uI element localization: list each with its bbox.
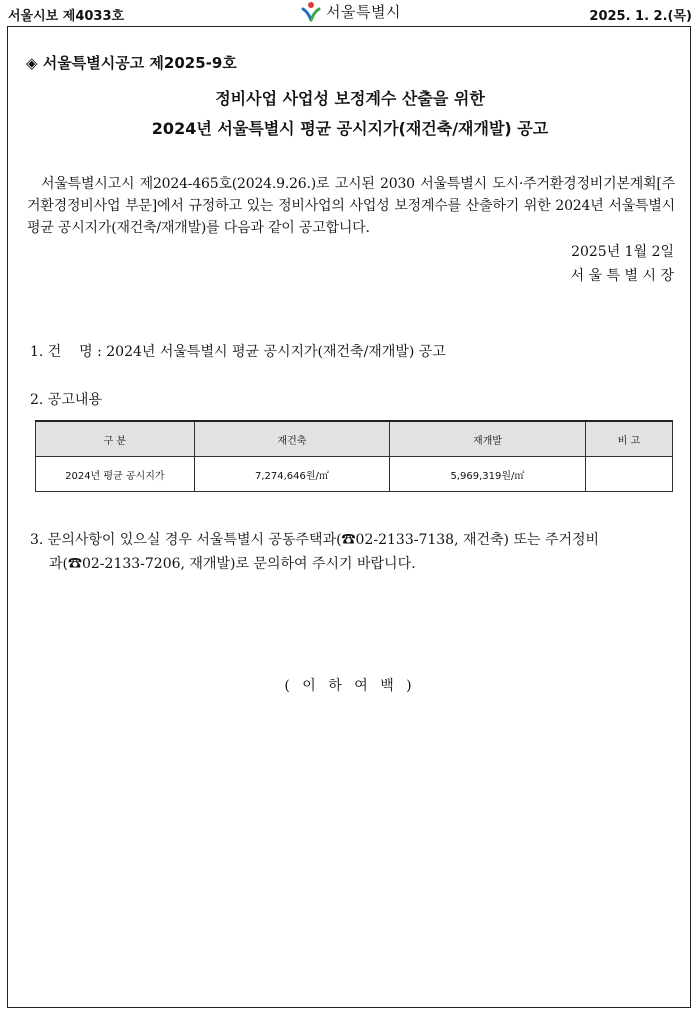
notice-date: 2025년 1월 2일 (571, 244, 674, 260)
item-inquiry-line1: 3. 문의사항이 있으실 경우 서울특별시 공동주택과(☎02-2133-7138, 재건축) 또는 주거정비 (30, 532, 600, 548)
bulletin-date: 2025. 1. 2.(목) (589, 9, 692, 24)
seoul-logo-icon (300, 0, 322, 22)
item-inquiry (30, 528, 675, 576)
item-subject: 1. 건 명 : 2024년 서울특별시 평균 공시지가(재건축/재개발) 공고 (30, 344, 446, 360)
table-header-cell: 비 고 (585, 421, 672, 457)
bulletin-number: 서울시보 제4033호 (8, 9, 125, 24)
item-content-heading: 2. 공고내용 (30, 392, 102, 408)
table-header-row (36, 421, 673, 457)
seoul-logo (300, 0, 401, 22)
logo-text: 서울특별시 (326, 2, 401, 21)
item-inquiry-line2: 과(☎02-2133-7206, 재개발)로 문의하여 주시기 바랍니다. (49, 556, 416, 572)
notice-number: ◈ 서울특별시공고 제2025-9호 (26, 54, 237, 72)
notice-title-line1: 정비사업 사업성 보정계수 산출을 위한 (215, 89, 485, 108)
table-header-cell: 재개발 (390, 421, 586, 457)
price-table (35, 420, 673, 492)
table-row (36, 457, 673, 492)
table-cell (585, 457, 672, 492)
closing-remark: ( 이 하 여 백 ) (284, 678, 416, 694)
notice-title-line2: 2024년 서울특별시 평균 공시지가(재건축/재개발) 공고 (151, 119, 549, 138)
notice-issuer: 서 울 특 별 시 장 (570, 268, 674, 284)
table-cell: 5,969,319원/㎡ (390, 457, 586, 492)
notice-body: 서울특별시고시 제2024-465호(2024.9.26.)로 고시된 2030 서울특별시 도시·주거환경정비기본계획[주거환경정비사업 부문]에서 규정하고 있는 정비사업의 사업성 보정계수를 산출하기 위한 2024년 서울특별시 평균 공시지가(재건축/재개발)를 다음과 같이 공고합니다. (27, 176, 675, 236)
table-cell: 7,274,646원/㎡ (194, 457, 390, 492)
table-header-cell: 재건축 (194, 421, 390, 457)
table-header-cell: 구 분 (36, 421, 195, 457)
bulletin-header (0, 0, 700, 26)
table-cell: 2024년 평균 공시지가 (36, 457, 195, 492)
